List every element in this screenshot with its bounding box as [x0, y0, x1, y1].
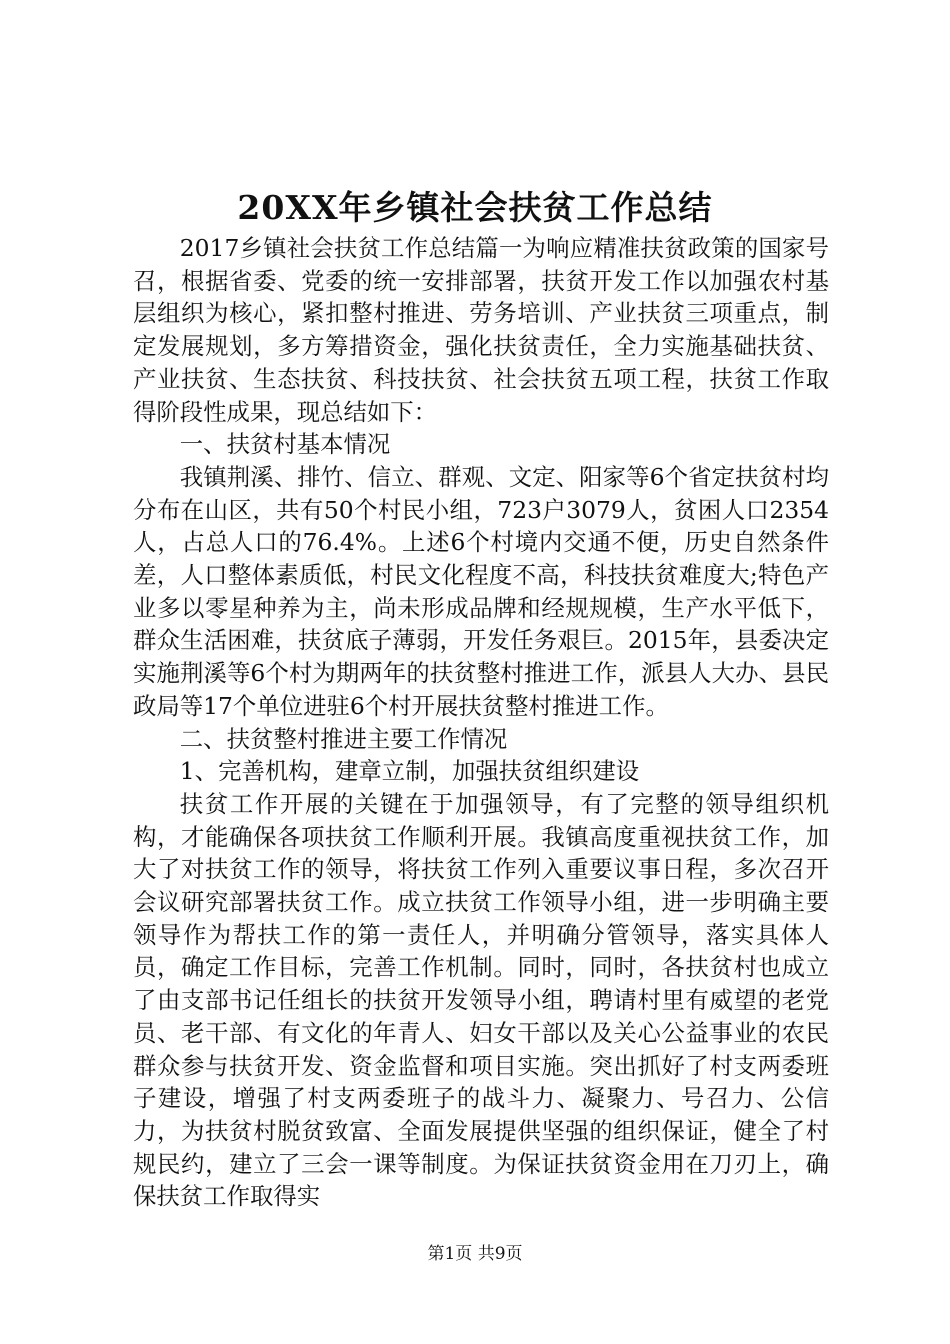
section-heading-1: 一、扶贫村基本情况 — [179, 430, 391, 459]
subsection-heading-1: 1、完善机构，建章立制，加强扶贫组织建设 — [179, 757, 640, 786]
paragraph-intro: 2017乡镇社会扶贫工作总结篇一为响应精准扶贫政策的国家号召，根据省委、党委的统一安排部署，扶贫开发工作以加强农村基层组织为核心，紧扣整村推进、劳务培训、产业扶贫三项重点，制定发展规划，多方筹措资金，强化扶贫责任，全力实施基础扶贫、产业扶贫、生态扶贫、科技扶贫、社会扶贫五项工程，扶贫工作取得阶段性成果，现总结如下： — [133, 234, 829, 426]
page-number-footer: 第1页 共9页 — [427, 1244, 523, 1264]
document-body — [133, 232, 829, 1213]
paragraph-basic-situation: 我镇荆溪、排竹、信立、群观、文定、阳家等6个省定扶贫村均分布在山区，共有50个村民小组，723户3079人，贫困人口2354人，占总人口的76.4%。上述6个村境内交通不便，历史自然条件差，人口整体素质低，村民文化程度不高，科技扶贫难度大;特色产业多以零星种养为主，尚未形成品牌和经规规模，生产水平低下，群众生活困难，扶贫底子薄弱，开发任务艰巨。2015年，县委决定实施荆溪等6个村为期两年的扶贫整村推进工作，派县人大办、县民政局等17个单位进驻6个村开展扶贫整村推进工作。 — [133, 462, 829, 720]
section-heading-2: 二、扶贫整村推进主要工作情况 — [179, 724, 508, 753]
paragraph-organization: 扶贫工作开展的关键在于加强领导，有了完整的领导组织机构，才能确保各项扶贫工作顺利开展。我镇高度重视扶贫工作，加大了对扶贫工作的领导，将扶贫工作列入重要议事日程，多次召开会议研究部署扶贫工作。成立扶贫工作领导小组，进一步明确主要领导作为帮扶工作的第一责任人，并明确分管领导，落实具体人员，确定工作目标，完善工作机制。同时，同时，各扶贫村也成立了由支部书记任组长的扶贫开发领导小组，聘请村里有威望的老党员、老干部、有文化的年青人、妇女干部以及关心公益事业的农民群众参与扶贫开发、资金监督和项目实施。突出抓好了村支两委班子建设，增强了村支两委班子的战斗力、凝聚力、号召力、公信力，为扶贫村脱贫致富、全面发展提供坚强的组织保证，健全了村规民约，建立了三会一课等制度。为保证扶贫资金用在刀刃上，确保扶贫工作取得实 — [133, 789, 829, 1211]
document-title: 20XX年乡镇社会扶贫工作总结 — [237, 188, 713, 227]
